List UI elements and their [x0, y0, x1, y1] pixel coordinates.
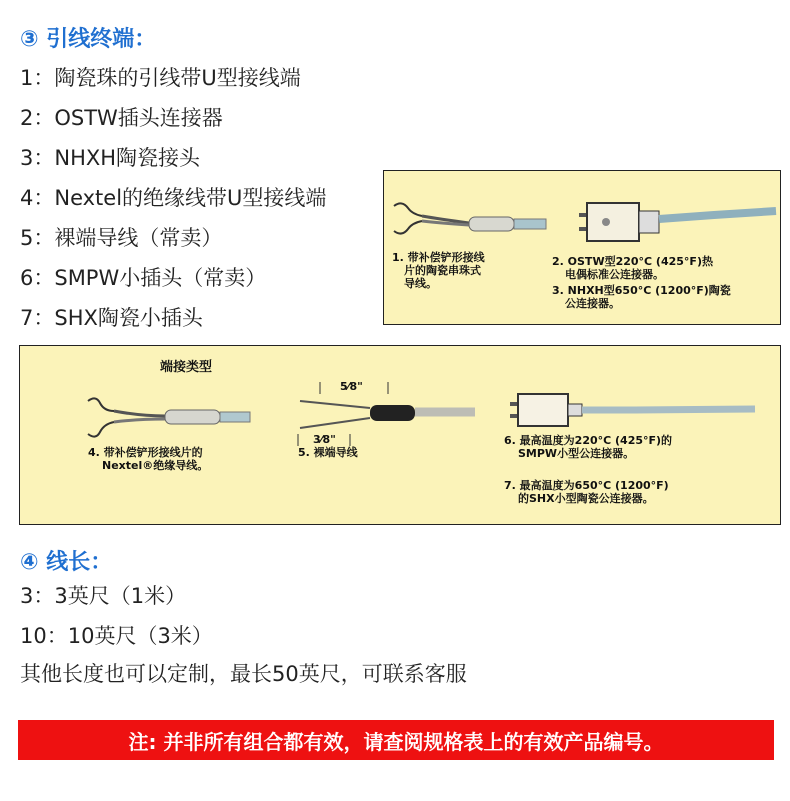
caption-3-line-1: 3. NHXH型650°C (1200°F)陶瓷 — [552, 284, 731, 297]
dimension-5-8-inch: 5⁄8" — [340, 380, 363, 393]
validity-note-banner: 注: 并非所有组合都有效，请查阅规格表上的有效产品编号。 — [18, 720, 774, 760]
caption-5: 5. 裸端导线 — [298, 446, 358, 459]
caption-1-line-1: 1. 带补偿铲形接线 — [392, 251, 485, 264]
lead-type-item-4: 4：Nextel的绝缘线带U型接线端 — [20, 186, 327, 210]
length-item-2: 10：10英尺（3米） — [20, 624, 213, 648]
section-4-title: ④ 线长： — [20, 550, 113, 575]
lead-type-item-3: 3：NHXH陶瓷接头 — [20, 146, 201, 170]
caption-1-line-2: 片的陶瓷串珠式 — [404, 264, 481, 277]
caption-2-line-1: 2. OSTW型220°C (425°F)热 — [552, 255, 713, 268]
connector-illustration-panel-top — [383, 170, 781, 325]
caption-4-line-2: Nextel®绝缘导线。 — [102, 459, 209, 472]
caption-2-line-2: 电偶标准公连接器。 — [565, 268, 664, 281]
caption-1-line-3: 导线。 — [404, 277, 437, 290]
lead-type-item-1: 1：陶瓷珠的引线带U型接线端 — [20, 66, 301, 90]
caption-6-line-1: 6. 最高温度为220°C (425°F)的 — [504, 434, 673, 447]
length-item-1: 3：3英尺（1米） — [20, 584, 187, 608]
caption-7-line-2: 的SHX小型陶瓷公连接器。 — [518, 492, 654, 505]
section-3-title: ③ 引线终端： — [20, 27, 157, 52]
caption-7-line-1: 7. 最高温度为650°C (1200°F) — [504, 479, 669, 492]
caption-6-line-2: SMPW小型公连接器。 — [518, 447, 635, 460]
lead-type-item-5: 5：裸端导线（常卖） — [20, 226, 223, 250]
lead-type-item-2: 2：OSTW插头连接器 — [20, 106, 223, 130]
dimension-3-8-inch: 3⁄8" — [313, 433, 336, 446]
caption-3-line-2: 公连接器。 — [565, 297, 620, 310]
termination-types-title: 端接类型 — [160, 360, 213, 375]
termination-types-panel — [19, 345, 781, 525]
lead-type-item-7: 7：SHX陶瓷小插头 — [20, 306, 203, 330]
caption-4-line-1: 4. 带补偿铲形接线片的 — [88, 446, 203, 459]
length-custom-note: 其他长度也可以定制，最长50英尺，可联系客服 — [20, 662, 467, 686]
lead-type-item-6: 6：SMPW小插头（常卖） — [20, 266, 267, 290]
